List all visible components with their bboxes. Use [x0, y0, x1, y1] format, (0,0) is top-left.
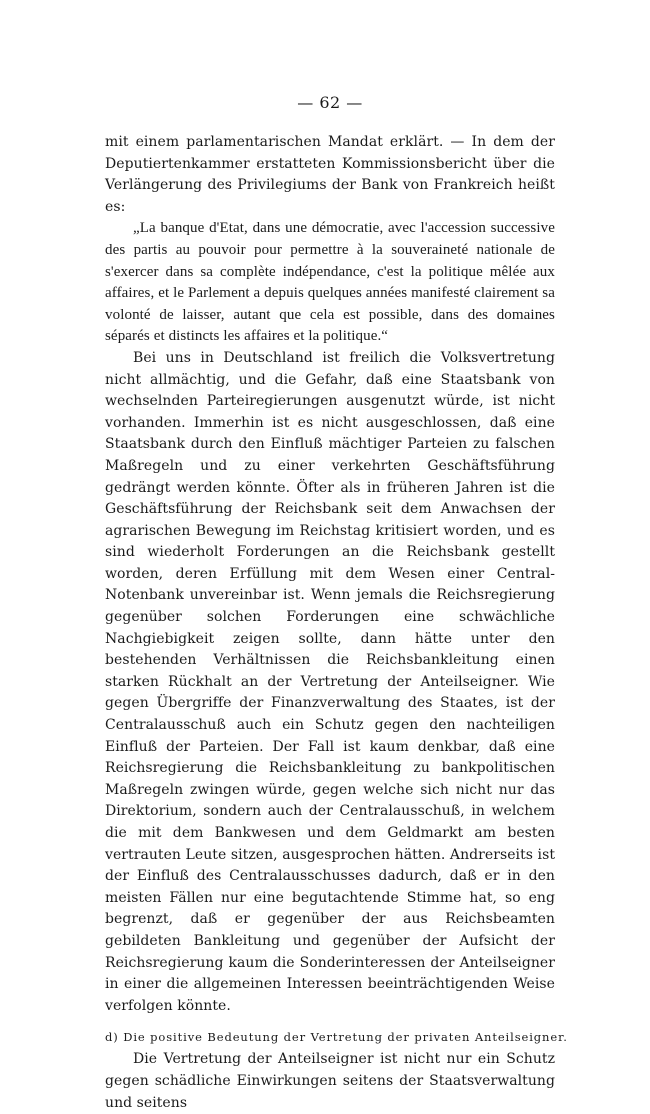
paragraph-continuation: mit einem parlamentarischen Mandat erklärt. — In dem der Deputiertenkammer erstatteten Kommissionsbericht über die Verlängerung des Privilegiums der Bank von Frankreich heißt es: [105, 134, 555, 215]
paragraph-main: Bei uns in Deutschland ist freilich die Volksvertretung nicht allmächtig, und die Gefahr, daß eine Staatsbank von wechselnden Parteiregierungen ausgenutzt würde, ist nicht vorhanden. Immerhin ist es nicht ausgeschlossen, daß eine Staatsbank durch den Einfluß mächtiger Parteien zu falschen Maßregeln und zu einer verkehrten Geschäftsführung gedrängt werden könnte. Öfter als in früheren Jahren ist die Geschäftsführung der Reichsbank seit dem Anwachsen der agrarischen Bewegung im Reichstag kritisiert worden, und es sind wiederholt Forderungen an die Reichsbank gestellt worden, deren Erfüllung mit dem Wesen einer Central-Notenbank unvereinbar ist. Wenn jemals die Reichsregierung gegenüber solchen Forderungen eine schwächliche Nachgiebigkeit zeigen sollte, dann hätte unter den bestehenden Verhältnissen die Reichsbankleitung einen starken Rückhalt an der Vertretung der Anteilseigner. Wie gegen Übergriffe der Finanzverwaltung des Staates, ist der Centralausschuß auch ein Schutz gegen den nachteiligen Einfluß der Parteien. Der Fall ist kaum denkbar, daß eine Reichsregierung die Reichsbankleitung zu bankpolitischen Maßregeln zwingen würde, gegen welche sich nicht nur das Direktorium, sondern auch der Centralausschuß, in welchem die mit dem Bankwesen und dem Geldmarkt am besten vertrauten Leute sitzen, ausgesprochen hätten. Andrerseits ist der Einfluß des Centralausschusses dadurch, daß er in den meisten Fällen nur eine begutachtende Stimme hat, so eng begrenzt, daß er gegenüber der aus Reichsbeamten gebildeten Bankleitung und gegenüber der Aufsicht der Reichsregierung kaum die Sonderinteressen der Anteilseigner in einer die allgemeinen Interessen beeinträchtigenden Weise verfolgen könnte. [105, 349, 555, 1014]
paragraph-final: Die Vertretung der Anteilseigner ist nicht nur ein Schutz gegen schädliche Einwirkungen seitens der Staatsverwaltung und seitens [105, 1051, 555, 1111]
book-page [105, 92, 568, 1114]
section-heading: d) Die positive Bedeutung der Vertretung der privaten Anteilseigner. [105, 1030, 568, 1045]
french-quotation: „La banque d'Etat, dans une démocratie, avec l'accession successive des partis au pouvoir pour permettre à la souveraineté nationale de s'exercer dans sa complète indépendance, c'est la politique mêlée aux affaires, et le Parlement a depuis quelques années manifesté clairement sa volonté de laisser, autant que cela est possible, dans des domaines séparés et distincts les affaires et la politique.“ [105, 220, 555, 345]
page-number: — 62 — [297, 93, 363, 112]
